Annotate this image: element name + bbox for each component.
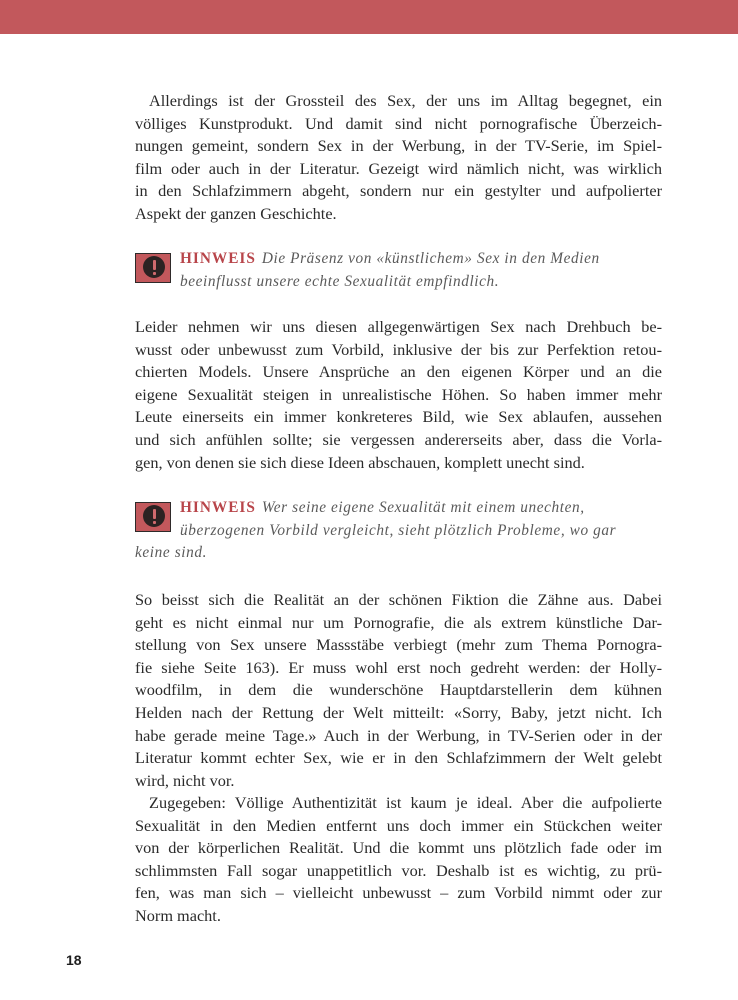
hint-label: HINWEIS [180, 250, 256, 267]
hint-line: HINWEIS Wer seine eigene Sexualität mit einem unechten, [180, 499, 585, 516]
hint-line: beeinflusst unsere echte Sexualität empfindlich. [180, 272, 500, 290]
text-line: Leider nehmen wir uns diesen allgegenwärtigen Sex nach Drehbuch be- [135, 317, 662, 336]
text-line: Aspekt der ganzen Geschichte. [135, 203, 337, 223]
text-line: völliges Kunstprodukt. Und damit sind nicht pornografische Überzeich- [135, 113, 662, 133]
paragraph-4 [135, 792, 662, 928]
text-line: Leute einerseits ein immer konkreteres Bild, wie Sex ablaufen, aussehen [135, 407, 662, 427]
text-line: fen, was man sich – vielleicht unbewusst – zum Vorbild nimmt oder zur [135, 883, 662, 903]
text-line: Allerdings ist der Grossteil des Sex, der uns im Alltag begegnet, ein [149, 91, 662, 110]
hint-box-2 [135, 497, 662, 565]
text-line: nungen gemeint, sondern Sex in der Werbung, in der TV-Serie, im Spiel- [135, 136, 662, 156]
text-line: habe gerade meine Tage.» Auch in der Werbung, in TV-Serien oder in der [135, 725, 662, 745]
text-line: und sich anfühlen sollte; sie vergessen andererseits aber, dass die Vorla- [135, 429, 662, 449]
text-line: Sexualität in den Medien entfernt uns doch immer ein Stückchen weiter [135, 815, 662, 835]
text-line: in den Schlafzimmern abgeht, sondern nur ein gestylter und aufpolierter [135, 181, 662, 201]
text-line: stellung von Sex unsere Massstäbe verbiegt (mehr zum Thema Pornogra- [135, 635, 662, 655]
hint-line: HINWEIS Die Präsenz von «künstlichem» Sex in den Medien [180, 250, 600, 267]
text-line: Helden nach der Rettung der Welt mitteilt: «Sorry, Baby, jetzt nicht. Ich [135, 702, 662, 722]
paragraph-1 [135, 90, 662, 226]
exclamation-icon [135, 253, 171, 283]
text-line: geht es nicht einmal nur um Pornografie, die als extrem künstliche Dar- [135, 612, 662, 632]
text-line: von der körperlichen Realität. Und die kommt uns plötzlich fade oder im [135, 838, 662, 858]
text-line: gen, von denen sie sich diese Ideen abschauen, komplett unecht sind. [135, 452, 585, 472]
text-line: Literatur kommt echter Sex, wie er in den Schlafzimmern der Welt gelebt [135, 748, 662, 768]
page-number: 18 [66, 952, 82, 968]
paragraph-3 [135, 589, 662, 792]
hint-box-1 [135, 248, 662, 293]
text-line: Zugegeben: Völlige Authentizität ist kaum je ideal. Aber die aufpolierte [149, 793, 662, 812]
text-line: Norm macht. [135, 905, 221, 925]
hint-label: HINWEIS [180, 499, 256, 516]
text-line: So beisst sich die Realität an der schönen Fiktion die Zähne aus. Dabei [135, 590, 662, 609]
top-color-band [0, 0, 738, 34]
text-line: chierten Models. Unsere Ansprüche an den eigenen Körper und an die [135, 362, 662, 382]
hint-line: überzogenen Vorbild vergleicht, sieht plötzlich Probleme, wo gar [180, 521, 617, 539]
text-line: woodfilm, in dem die wunderschöne Hauptdarstellerin dem kühnen [135, 680, 662, 700]
text-line: wird, nicht vor. [135, 770, 235, 790]
text-line: film oder auch in der Literatur. Gezeigt wird nämlich nicht, was wirklich [135, 158, 662, 178]
text-line: schlimmsten Fall sogar unappetitlich vor. Deshalb ist es wichtig, zu prü- [135, 860, 662, 880]
text-line: eigene Sexualität steigen in unrealistische Höhen. So haben immer mehr [135, 384, 662, 404]
text-line: wusst oder unbewusst zum Vorbild, inklusive der bis zur Perfektion retou- [135, 339, 662, 359]
exclamation-icon [135, 502, 171, 532]
text-line: fie siehe Seite 163). Er muss wohl erst noch gedreht werden: der Holly- [135, 657, 662, 677]
hint-line: keine sind. [135, 544, 208, 562]
paragraph-2 [135, 316, 662, 474]
